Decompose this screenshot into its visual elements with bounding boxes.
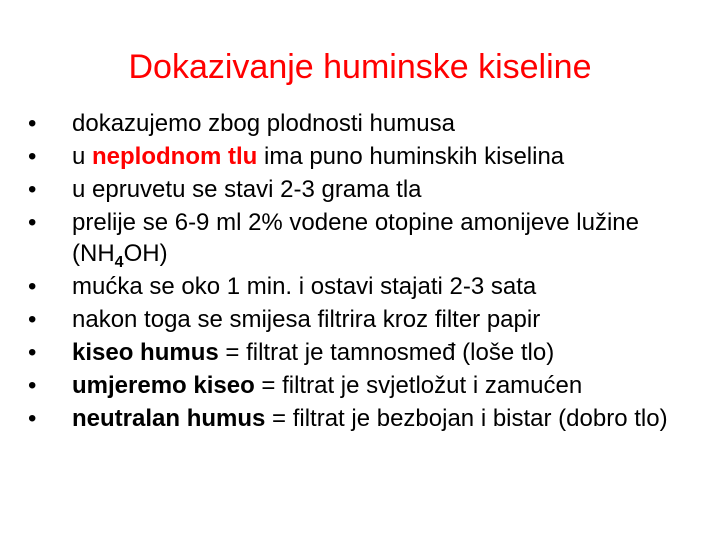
item-text: prelije se 6-9 ml 2% vodene otopine amonijeve lužine (NH [72, 209, 639, 267]
list-item [28, 304, 698, 335]
item-text: = filtrat je bezbojan i bistar (dobro tlo) [265, 405, 668, 432]
bullet-icon: • [28, 110, 37, 137]
list-item [28, 207, 698, 269]
bullet-list [28, 108, 698, 436]
bullet-icon: • [28, 339, 37, 366]
item-text: u epruvetu se stavi 2-3 grama tla [72, 176, 422, 203]
list-item [28, 141, 698, 172]
item-text: dokazujemo zbog plodnosti humusa [72, 110, 455, 137]
item-text: OH) [123, 240, 168, 267]
list-item [28, 370, 698, 401]
list-item [28, 337, 698, 368]
item-text: ima puno huminskih kiselina [257, 143, 565, 170]
list-item [28, 108, 698, 139]
item-text: nakon toga se smijesa filtrira kroz filter papir [72, 306, 541, 333]
item-text: u [72, 143, 93, 170]
bullet-icon: • [28, 273, 37, 300]
item-text: = filtrat je svjetložut i zamućen [254, 372, 583, 399]
item-text: = filtrat je tamnosmeđ (loše tlo) [218, 339, 555, 366]
list-item [28, 403, 698, 434]
item-text: mućka se oko 1 min. i ostavi stajati 2-3 sata [72, 273, 537, 300]
bold-text: umjeremo kiseo [72, 372, 255, 399]
bullet-icon: • [28, 372, 37, 399]
bullet-icon: • [28, 143, 37, 170]
list-item [28, 174, 698, 205]
bullet-icon: • [28, 306, 37, 333]
subscript-text: 4 [114, 253, 124, 271]
list-item [28, 271, 698, 302]
bullet-icon: • [28, 176, 37, 203]
bullet-icon: • [28, 209, 37, 236]
bold-text: neutralan humus [72, 405, 266, 432]
slide-title: Dokazivanje huminske kiseline [128, 48, 592, 86]
bold-text: kiseo humus [72, 339, 219, 366]
bullet-icon: • [28, 405, 37, 432]
highlight-text: neplodnom tlu [92, 143, 258, 170]
